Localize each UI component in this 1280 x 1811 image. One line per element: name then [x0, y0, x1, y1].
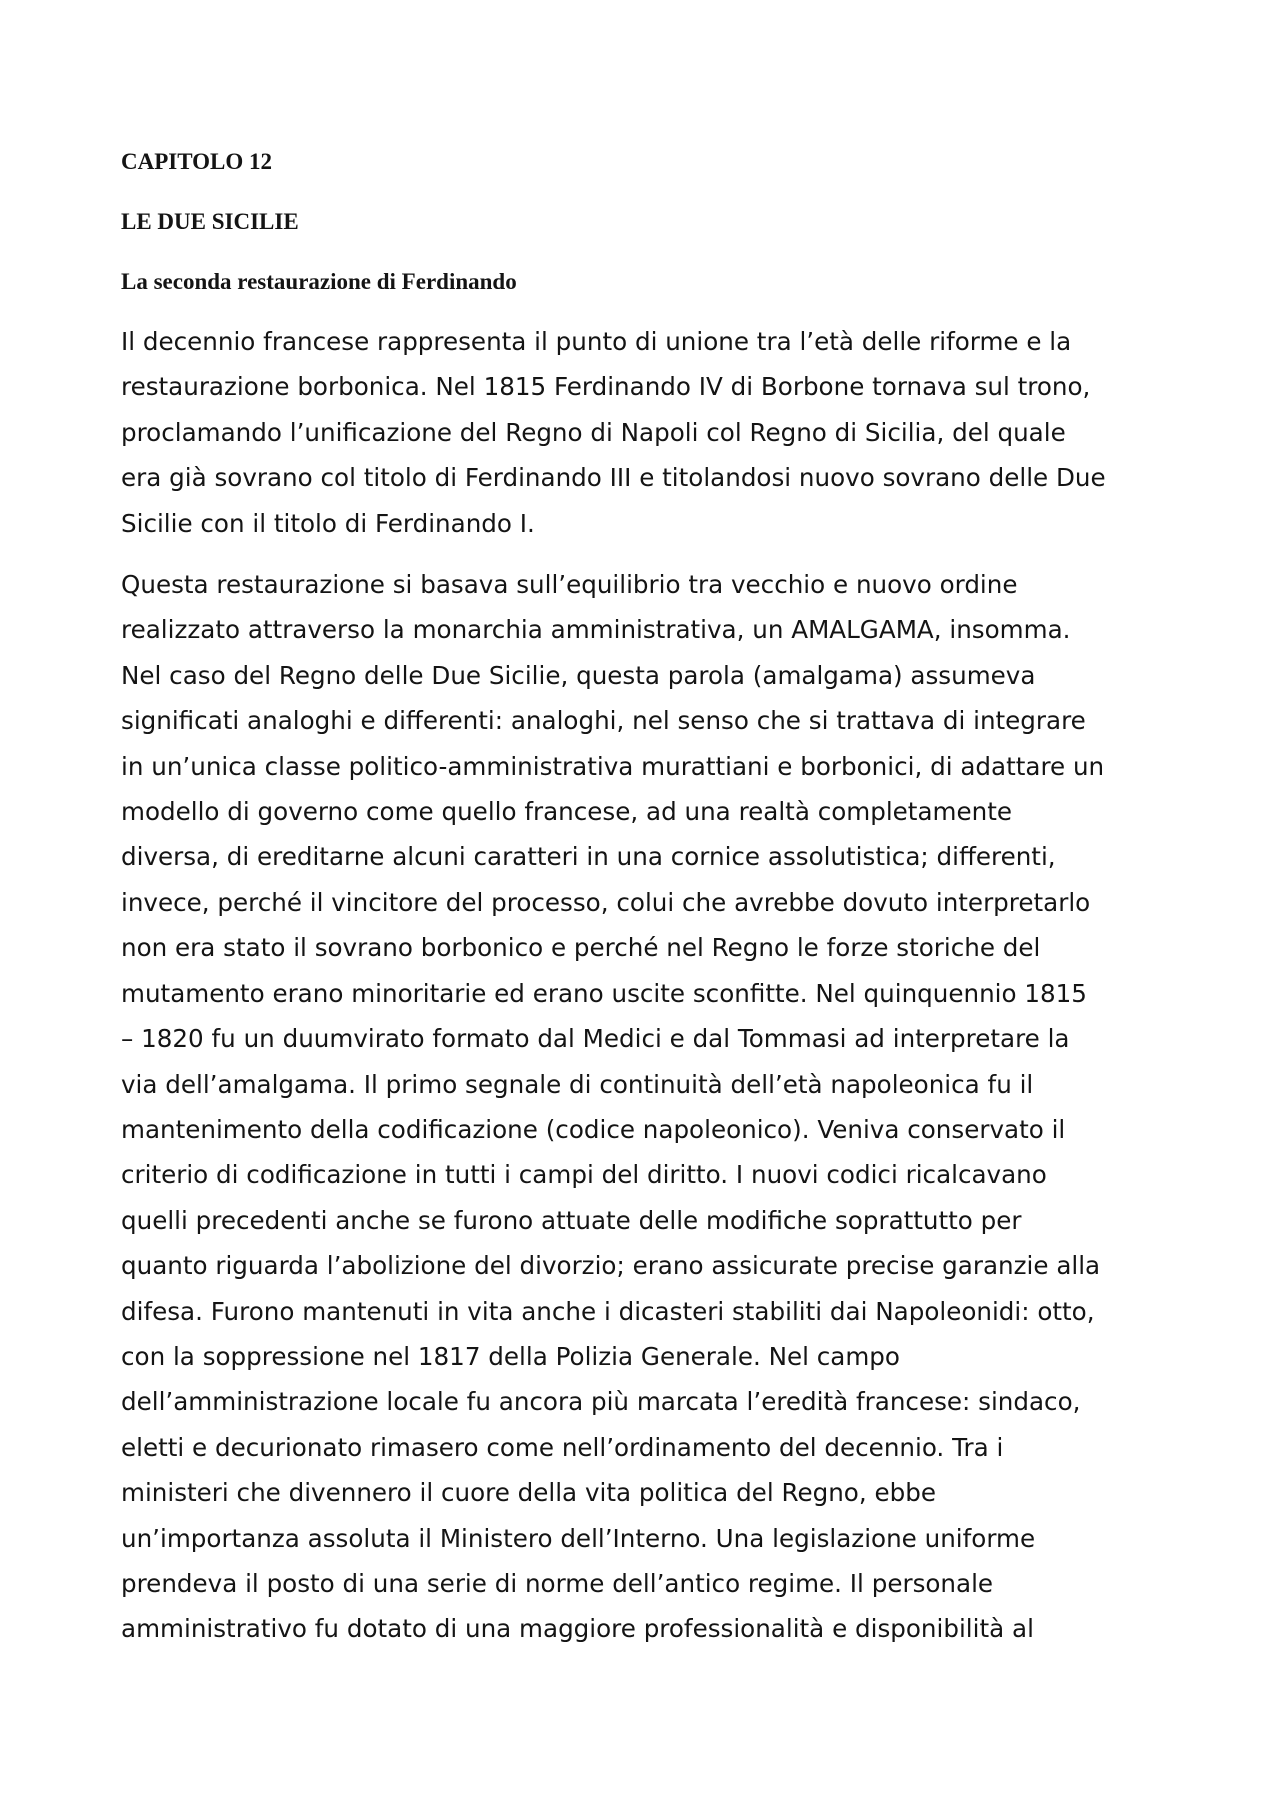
text-line: criterio di codificazione in tutti i campi del diritto. I nuovi codici ricalcavano — [121, 1160, 1047, 1190]
text-line: in un’unica classe politico-amministrativa murattiani e borbonici, di adattare un — [121, 751, 1105, 781]
text-line: quanto riguarda l’abolizione del divorzio; erano assicurate precise garanzie alla — [121, 1251, 1101, 1281]
text-line: eletti e decurionato rimasero come nell’ordinamento del decennio. Tra i — [121, 1432, 1004, 1462]
paragraph-2 — [121, 562, 1181, 1652]
text-line: dell’amministrazione locale fu ancora più marcata l’eredità francese: sindaco, — [121, 1387, 1081, 1417]
text-line: difesa. Furono mantenuti in vita anche i dicasteri stabiliti dai Napoleonidi: otto, — [121, 1296, 1095, 1326]
chapter-heading: CAPITOLO 12 — [121, 149, 273, 174]
text-line: realizzato attraverso la monarchia amministrativa, un AMALGAMA, insomma. — [121, 615, 1071, 645]
text-line: Il decennio francese rappresenta il punto di unione tra l’età delle riforme e la — [121, 327, 1072, 356]
text-line: modello di governo come quello francese, ad una realtà completamente — [121, 797, 1012, 827]
text-line: mutamento erano minoritarie ed erano uscite sconfitte. Nel quinquennio 1815 — [121, 978, 1087, 1008]
text-line: era già sovrano col titolo di Ferdinando III e titolandosi nuovo sovrano delle Due — [121, 463, 1106, 493]
chapter-title: LE DUE SICILIE — [121, 209, 299, 234]
text-line: non era stato il sovrano borbonico e perché nel Regno le forze storiche del — [121, 933, 1041, 963]
text-line: prendeva il posto di una serie di norme dell’antico regime. Il personale — [121, 1568, 994, 1598]
text-line: diversa, di ereditarne alcuni caratteri in una cornice assolutistica; differenti, — [121, 842, 1056, 872]
text-line: invece, perché il vincitore del processo, colui che avrebbe dovuto interpretarlo — [121, 887, 1091, 917]
text-line: con la soppressione nel 1817 della Polizia Generale. Nel campo — [121, 1341, 900, 1371]
section-heading: La seconda restaurazione di Ferdinando — [121, 269, 517, 294]
text-line: Nel caso del Regno delle Due Sicilie, questa parola (amalgama) assumeva — [121, 660, 1036, 690]
text-line: mantenimento della codificazione (codice napoleonico). Veniva conservato il — [121, 1114, 1066, 1144]
text-line: un’importanza assoluta il Ministero dell’Interno. Una legislazione uniforme — [121, 1523, 1036, 1553]
document-body — [121, 147, 1181, 1668]
text-line: proclamando l’unificazione del Regno di Napoli col Regno di Sicilia, del quale — [121, 417, 1066, 447]
text-line: via dell’amalgama. Il primo segnale di continuità dell’età napoleonica fu il — [121, 1069, 1034, 1099]
text-line: amministrativo fu dotato di una maggiore professionalità e disponibilità al — [121, 1614, 1034, 1644]
paragraph-1 — [121, 319, 1181, 546]
text-line: Questa restaurazione si basava sull’equilibrio tra vecchio e nuovo ordine — [121, 570, 1018, 600]
text-line: Sicilie con il titolo di Ferdinando I. — [121, 508, 535, 538]
text-line: quelli precedenti anche se furono attuate delle modifiche soprattutto per — [121, 1205, 1022, 1235]
text-line: – 1820 fu un duumvirato formato dal Medici e dal Tommasi ad interpretare la — [121, 1024, 1070, 1054]
text-line: ministeri che divennero il cuore della vita politica del Regno, ebbe — [121, 1478, 936, 1508]
text-line: significati analoghi e differenti: analoghi, nel senso che si trattava di integrare — [121, 706, 1086, 736]
text-line: restaurazione borbonica. Nel 1815 Ferdinando IV di Borbone tornava sul trono, — [121, 372, 1091, 402]
